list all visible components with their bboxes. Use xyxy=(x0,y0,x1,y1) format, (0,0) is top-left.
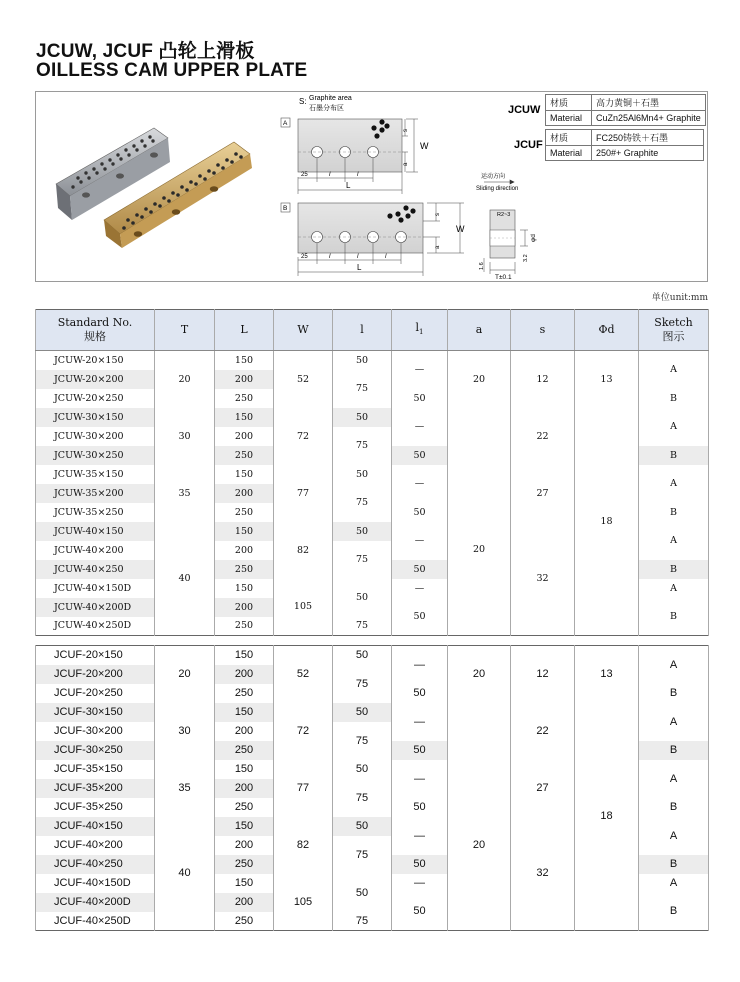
l-cell: 75 xyxy=(333,836,392,874)
section-view xyxy=(484,210,528,274)
sketch-cell: A xyxy=(639,703,709,741)
material-key: Material xyxy=(546,146,592,161)
standard-cell: JCUW-35×200 xyxy=(36,484,155,503)
standard-cell: JCUF-35×250 xyxy=(36,798,155,817)
l-cell: 75 xyxy=(333,617,392,636)
l1-cell: — xyxy=(392,817,448,855)
material-key: 材质 xyxy=(546,95,592,111)
sketch-cell: A xyxy=(639,874,709,893)
sketch-cell: A xyxy=(639,408,709,446)
l1-cell: 50 xyxy=(392,503,448,522)
dim-l-b2: l xyxy=(357,253,359,260)
l-length-cell: 150 xyxy=(215,522,274,541)
sketch-cell: B xyxy=(639,598,709,636)
l1-cell: — xyxy=(392,408,448,446)
page-subtitle: OILLESS CAM UPPER PLATE xyxy=(36,60,308,81)
l-length-cell: 250 xyxy=(215,798,274,817)
table-row xyxy=(36,408,709,427)
standard-cell: JCUF-40×150D xyxy=(36,874,155,893)
l-length-cell: 250 xyxy=(215,389,274,408)
w-cell: 52 xyxy=(274,646,333,703)
table-row xyxy=(36,646,709,665)
sketch-cell: B xyxy=(639,446,709,465)
standard-cell: JCUF-35×200 xyxy=(36,779,155,798)
l-length-cell: 150 xyxy=(215,351,274,370)
standard-cell: JCUF-40×150 xyxy=(36,817,155,836)
header-d: Φd xyxy=(575,310,639,351)
dim-a-a: a xyxy=(403,162,409,166)
standard-cell: JCUF-40×250D xyxy=(36,912,155,931)
s-cell: 22 xyxy=(511,703,575,760)
l-length-cell: 200 xyxy=(215,484,274,503)
sketch-cell: A xyxy=(639,817,709,855)
l1-cell: 50 xyxy=(392,446,448,465)
l-length-cell: 250 xyxy=(215,684,274,703)
l-length-cell: 200 xyxy=(215,370,274,389)
l-length-cell: 200 xyxy=(215,836,274,855)
a-cell xyxy=(448,408,511,465)
standard-cell: JCUW-20×200 xyxy=(36,370,155,389)
header-a: a xyxy=(448,310,511,351)
l-cell: 75 xyxy=(333,427,392,465)
l1-cell: — xyxy=(392,522,448,560)
sketch-cell: A xyxy=(639,522,709,560)
l1-cell: — xyxy=(392,703,448,741)
l-length-cell: 150 xyxy=(215,874,274,893)
material-key: 材质 xyxy=(546,130,592,146)
header-standard-en: Standard No. xyxy=(57,316,133,329)
header-l1-main: l xyxy=(415,320,420,334)
sketch-cell: B xyxy=(639,741,709,760)
standard-cell: JCUF-30×150 xyxy=(36,703,155,722)
l-length-cell: 200 xyxy=(215,598,274,617)
w-cell: 77 xyxy=(274,465,333,522)
sliding-direction-label: Sliding direction xyxy=(476,186,519,192)
s-cell: 27 xyxy=(511,760,575,817)
standard-cell: JCUF-40×250 xyxy=(36,855,155,874)
standard-cell: JCUF-30×200 xyxy=(36,722,155,741)
table-row xyxy=(36,703,709,722)
a-cell: 20 xyxy=(448,465,511,636)
l1-cell: 50 xyxy=(392,560,448,579)
standard-cell: JCUW-40×150 xyxy=(36,522,155,541)
t-cell: 30 xyxy=(155,408,215,465)
standard-cell: JCUW-20×150 xyxy=(36,351,155,370)
s-cell: 12 xyxy=(511,646,575,703)
l-length-cell: 250 xyxy=(215,617,274,636)
l-length-cell: 200 xyxy=(215,541,274,560)
table-row xyxy=(36,351,709,370)
l-length-cell: 150 xyxy=(215,817,274,836)
l1-cell: 50 xyxy=(392,389,448,408)
standard-cell: JCUW-30×200 xyxy=(36,427,155,446)
product-figure xyxy=(35,91,708,282)
l1-cell: — xyxy=(392,874,448,893)
l-cell: 75 xyxy=(333,912,392,931)
l-length-cell: 250 xyxy=(215,503,274,522)
l-cell: 75 xyxy=(333,370,392,408)
d-cell: 13 xyxy=(575,646,639,703)
w-cell: 52 xyxy=(274,351,333,408)
sketch-cell: A xyxy=(639,579,709,598)
standard-cell: JCUW-40×150D xyxy=(36,579,155,598)
l-length-cell: 200 xyxy=(215,779,274,798)
s-cell: 12 xyxy=(511,351,575,408)
l-length-cell: 200 xyxy=(215,665,274,684)
l-cell: 50 xyxy=(333,817,392,836)
l1-cell: — xyxy=(392,760,448,798)
w-cell: 72 xyxy=(274,703,333,760)
material-value: 250#+ Graphite xyxy=(592,146,704,161)
l-cell: 50 xyxy=(333,646,392,665)
l-cell: 50 xyxy=(333,408,392,427)
sketch-cell: B xyxy=(639,560,709,579)
t-cell: 35 xyxy=(155,465,215,522)
dim-L-b: L xyxy=(357,263,362,272)
s-cell: 32 xyxy=(511,817,575,931)
l-length-cell: 150 xyxy=(215,408,274,427)
dim-l-a2: l xyxy=(357,171,359,178)
l-length-cell: 150 xyxy=(215,703,274,722)
sketch-cell: B xyxy=(639,798,709,817)
standard-cell: JCUF-35×150 xyxy=(36,760,155,779)
dim-W-a: W xyxy=(420,141,429,151)
t-tolerance-label: T±0.1 xyxy=(495,274,512,281)
l1-cell: 50 xyxy=(392,598,448,636)
t-cell: 35 xyxy=(155,760,215,817)
dim-25-b: 25 xyxy=(301,254,308,260)
standard-cell: JCUF-40×200D xyxy=(36,893,155,912)
dim-l-a: l xyxy=(329,171,331,178)
dim-25-a: 25 xyxy=(301,172,308,178)
l-cell: 75 xyxy=(333,779,392,817)
t-cell: 40 xyxy=(155,522,215,636)
material-value: 高力黄铜＋石墨 xyxy=(592,95,706,111)
l1-cell: 50 xyxy=(392,855,448,874)
sketch-cell: B xyxy=(639,503,709,522)
header-standard-cn: 规格 xyxy=(84,330,106,343)
graphite-area-label: Graphite area xyxy=(309,95,352,102)
standard-cell: JCUF-20×200 xyxy=(36,665,155,684)
w-cell: 72 xyxy=(274,408,333,465)
l-length-cell: 200 xyxy=(215,427,274,446)
code-jcuf: JCUF xyxy=(514,139,543,151)
header-sketch xyxy=(639,310,709,351)
t-cell: 20 xyxy=(155,351,215,408)
sketch-cell: B xyxy=(639,684,709,703)
l-cell: 50 xyxy=(333,874,392,912)
standard-cell: JCUF-20×250 xyxy=(36,684,155,703)
l-cell: 75 xyxy=(333,722,392,760)
l-cell: 50 xyxy=(333,465,392,484)
w-cell: 105 xyxy=(274,579,333,636)
graphite-area-cn: 石墨分布区 xyxy=(309,104,344,112)
standard-cell: JCUW-30×250 xyxy=(36,446,155,465)
l-length-cell: 150 xyxy=(215,646,274,665)
header-T: T xyxy=(155,310,215,351)
sketch-cell: B xyxy=(639,389,709,408)
l-length-cell: 150 xyxy=(215,465,274,484)
w-cell: 82 xyxy=(274,817,333,874)
spec-table-jcuw xyxy=(35,309,709,636)
sketch-cell: A xyxy=(639,646,709,684)
l-length-cell: 250 xyxy=(215,912,274,931)
header-L: L xyxy=(215,310,274,351)
r-label: R2~3 xyxy=(497,212,511,218)
t-cell: 30 xyxy=(155,703,215,760)
standard-cell: JCUW-40×250 xyxy=(36,560,155,579)
a-cell: 20 xyxy=(448,351,511,408)
l-cell: 50 xyxy=(333,522,392,541)
sketch-cell: A xyxy=(639,351,709,389)
code-jcuw: JCUW xyxy=(508,104,541,116)
standard-cell: JCUF-30×250 xyxy=(36,741,155,760)
header-W: W xyxy=(274,310,333,351)
standard-cell: JCUW-40×250D xyxy=(36,617,155,636)
l1-cell: 50 xyxy=(392,741,448,760)
l-length-cell: 250 xyxy=(215,446,274,465)
phi-d-label: φd xyxy=(530,234,537,242)
w-cell: 82 xyxy=(274,522,333,579)
sketch-a-tag: A xyxy=(283,120,288,127)
sketch-cell: B xyxy=(639,855,709,874)
standard-cell: JCUW-40×200 xyxy=(36,541,155,560)
header-standard xyxy=(36,310,155,351)
s-cell: 27 xyxy=(511,465,575,522)
w-cell: 105 xyxy=(274,874,333,931)
material-table-jcuw xyxy=(545,94,706,126)
spec-table-jcuf xyxy=(35,645,709,931)
dim-l-b3: l xyxy=(385,253,387,260)
d-cell: 18 xyxy=(575,703,639,931)
header-sketch-en: Sketch xyxy=(654,316,693,329)
standard-cell: JCUW-30×150 xyxy=(36,408,155,427)
l-cell: 50 xyxy=(333,703,392,722)
l-length-cell: 200 xyxy=(215,893,274,912)
l-length-cell: 250 xyxy=(215,855,274,874)
l-length-cell: 150 xyxy=(215,760,274,779)
header-l1-sub: 1 xyxy=(419,328,424,337)
l1-cell: — xyxy=(392,646,448,684)
sketch-cell: B xyxy=(639,893,709,931)
header-l: l xyxy=(333,310,392,351)
s-cell: 22 xyxy=(511,408,575,465)
a-cell xyxy=(448,703,511,760)
d-cell: 13 xyxy=(575,351,639,408)
l-length-cell: 250 xyxy=(215,741,274,760)
l-cell: 75 xyxy=(333,484,392,522)
l-cell: 75 xyxy=(333,665,392,703)
standard-cell: JCUW-35×250 xyxy=(36,503,155,522)
dim-16-label: 1.6 xyxy=(479,262,485,270)
sketch-cell: A xyxy=(639,465,709,503)
page-title: JCUW, JCUF 凸轮上滑板 xyxy=(36,41,255,62)
sketch-cell: A xyxy=(639,760,709,798)
a-cell: 20 xyxy=(448,760,511,931)
l-cell: 50 xyxy=(333,579,392,617)
t-cell: 40 xyxy=(155,817,215,931)
l1-cell: — xyxy=(392,465,448,503)
l1-cell: 50 xyxy=(392,684,448,703)
l-cell: 75 xyxy=(333,541,392,579)
material-value: FC250铸铁＋石墨 xyxy=(592,130,704,146)
material-key: Material xyxy=(546,111,592,126)
standard-cell: JCUF-20×150 xyxy=(36,646,155,665)
l-length-cell: 250 xyxy=(215,560,274,579)
a-cell: 20 xyxy=(448,646,511,703)
sketch-b-tag: B xyxy=(283,205,288,212)
header-s: s xyxy=(511,310,575,351)
sliding-direction-cn: 运动方向 xyxy=(481,174,506,180)
material-table-jcuf xyxy=(545,129,704,161)
l-length-cell: 200 xyxy=(215,722,274,741)
graphite-prefix: S: xyxy=(299,97,307,106)
standard-cell: JCUW-40×200D xyxy=(36,598,155,617)
material-value: CuZn25Al6Mn4+ Graphite xyxy=(592,111,706,126)
l1-cell: — xyxy=(392,579,448,598)
l1-cell: 50 xyxy=(392,798,448,817)
header-l1 xyxy=(392,310,448,351)
standard-cell: JCUF-40×200 xyxy=(36,836,155,855)
standard-cell: JCUW-35×150 xyxy=(36,465,155,484)
dim-l-b: l xyxy=(329,253,331,260)
l-cell: 50 xyxy=(333,351,392,370)
dim-a-b: a xyxy=(435,245,441,249)
standard-cell: JCUW-20×250 xyxy=(36,389,155,408)
dim-W-b: W xyxy=(456,224,465,234)
t-cell: 20 xyxy=(155,646,215,703)
dim-s-b: s xyxy=(435,213,441,216)
header-sketch-cn: 图示 xyxy=(662,330,685,343)
l-length-cell: 150 xyxy=(215,579,274,598)
w-cell: 77 xyxy=(274,760,333,817)
dim-32-label: 3.2 xyxy=(523,254,529,262)
dim-L-a: L xyxy=(346,181,351,190)
l-cell: 50 xyxy=(333,760,392,779)
l1-cell: — xyxy=(392,351,448,389)
dim-s-a: s xyxy=(403,129,409,132)
d-cell: 18 xyxy=(575,408,639,636)
unit-label: 单位unit:mm xyxy=(651,293,708,303)
l1-cell: 50 xyxy=(392,893,448,931)
s-cell: 32 xyxy=(511,522,575,636)
